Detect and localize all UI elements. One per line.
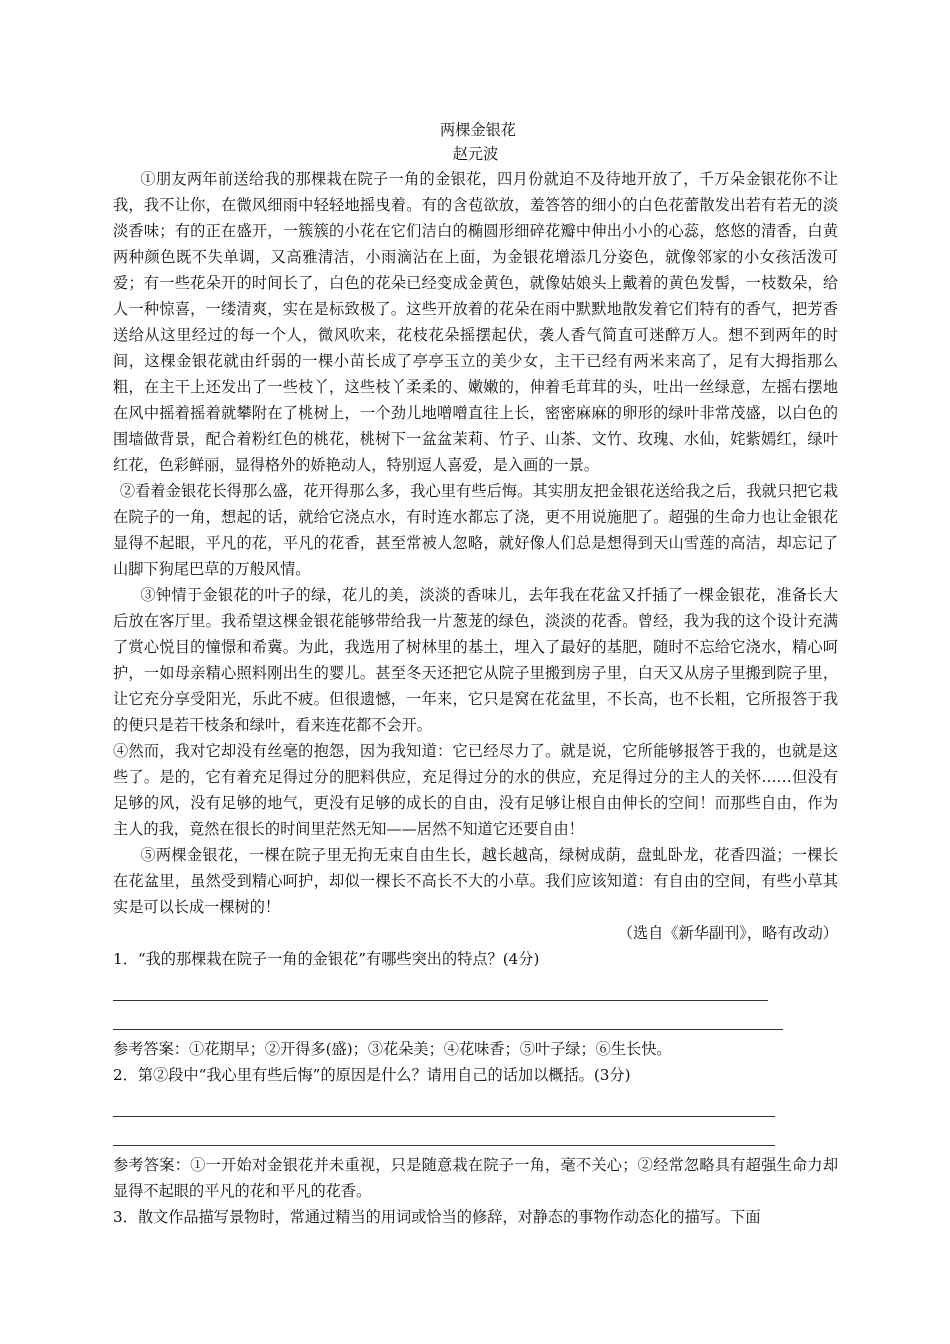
question-3: 3．散文作品描写景物时，常通过精当的用词或恰当的修辞，对静态的事物作动态化的描写。下面 <box>113 1208 761 1226</box>
answer-blank-line[interactable] <box>113 1088 775 1117</box>
answer-1: 参考答案：①花期早；②开得多(盛)；③花朵美；④花味香；⑤叶子绿；⑥生长快。 <box>113 1040 672 1058</box>
article-author: 赵元波 <box>452 145 499 163</box>
paragraph-3: ③钟情于金银花的叶子的绿，花儿的美，淡淡的香味儿，去年我在花盆又扦插了一棵金银花，准备长大后放在客厅里。我希望这棵金银花能够带给我一片葱茏的绿色，淡淡的花香。曾经，我为我的这个设计充满了赏心悦目的憧憬和希冀。为此，我选用了树林里的基土，埋入了最好的基肥，随时不忘给它浇水，精心呵护，一如母亲精心照料刚出生的婴儿。甚至冬天还把它从院子里搬到房子里，白天又从房子里搬到院子里，让它充分享受阳光，乐此不疲。但很遗憾，一年来，它只是窝在花盆里，不长高，也不长粗，它所报答于我的便只是若干枝条和绿叶，看来连花都不会开。 <box>113 586 838 734</box>
paragraph-1: ①朋友两年前送给我的那棵栽在院子一角的金银花，四月份就迫不及待地开放了，千万朵金银花你不让我，我不让你，在微风细雨中轻轻地摇曳着。有的含苞欲放，羞答答的细小的白色花蕾散发出若有若无的淡淡香味；有的正在盛开，一簇簇的小花在它们洁白的椭圆形细碎花瓣中伸出小小的心蕊，悠悠的清香，白黄两种颜色既不失单调，又高雅清洁，小雨滴沾在上面，为金银花增添几分姿色，就像邻家的小女孩活泼可爱；有一些花朵开的时间长了，白色的花朵已经变成金黄色，就像姑娘头上戴着的黄色发髻，一枝数朵，给人一种惊喜，一缕清爽，实在是标致极了。这些开放着的花朵在雨中默默地散发着它们特有的香气，把芳香送给从这里经过的每一个人，微风吹来，花枝花朵摇摆起伏，袭人香气简直可迷醉万人。想不到两年的时间，这棵金银花就由纤弱的一棵小苗长成了亭亭玉立的美少女，主干已经有两米来高了，足有大拇指那么粗，在主干上还发出了一些枝丫，这些枝丫柔柔的、嫩嫩的，伸着毛茸茸的头，吐出一丝绿意，左摇右摆地在风中摇着摇着就攀附在了桃树上，一个劲儿地噌噌直往上长，密密麻麻的卵形的绿叶非常茂盛，以白色的围墙做背景，配合着粉红色的桃花，桃树下一盆盆茉莉、竹子、山茶、文竹、玫瑰、水仙，姹紫嫣红，绿叶红花，色彩鲜丽，显得格外的娇艳动人，特别逗人喜爱，是入画的一景。 <box>113 170 838 474</box>
question-2: 2．第②段中“我心里有些后悔”的原因是什么？请用自己的话加以概括。(3分) <box>113 1066 631 1084</box>
answer-blank-line[interactable] <box>113 1001 783 1030</box>
article-source: （选自《新华副刊》，略有改动） <box>617 924 838 942</box>
answer-2: 参考答案：①一开始对金银花并未重视，只是随意栽在院子一角，毫不关心；②经常忽略具有超强生命力却显得不起眼的平凡的花和平凡的花香。 <box>113 1156 838 1200</box>
answer-blank-line[interactable] <box>113 1117 775 1146</box>
paragraph-2: ②看着金银花长得那么盛，花开得那么多，我心里有些后悔。其实朋友把金银花送给我之后，我就只把它栽在院子的一角，想起的话，就给它浇点水，有时连水都忘了浇，更不用说施肥了。超强的生命力也让金银花显得不起眼，平凡的花，平凡的花香，甚至常被人忽略，就好像人们总是想得到天山雪莲的高洁，却忘记了山脚下狗尾巴草的万般风情。 <box>113 482 838 578</box>
paragraph-5: ⑤两棵金银花，一棵在院子里无拘无束自由生长，越长越高，绿树成荫，盘虬卧龙，花香四溢；一棵长在花盆里，虽然受到精心呵护，却似一棵长不高长不大的小草。我们应该知道：有自由的空间，有些小草其实是可以长成一棵树的！ <box>113 846 838 916</box>
answer-blank-line[interactable] <box>113 972 768 1001</box>
document-page <box>113 118 838 1230</box>
question-1: 1．“我的那棵栽在院子一角的金银花”有哪些突出的特点？(4分) <box>113 950 540 968</box>
paragraph-4: ④然而，我对它却没有丝毫的抱怨，因为我知道：它已经尽力了。就是说，它所能够报答于我的，也就是这些了。是的，它有着充足得过分的肥料供应，充足得过分的水的供应，充足得过分的主人的关怀……但没有足够的风，没有足够的地气，更没有足够的成长的自由，没有足够让根自由伸长的空间！而那些自由，作为主人的我，竟然在很长的时间里茫然无知——居然不知道它还要自由！ <box>113 742 838 838</box>
article-title: 两棵金银花 <box>440 121 516 139</box>
